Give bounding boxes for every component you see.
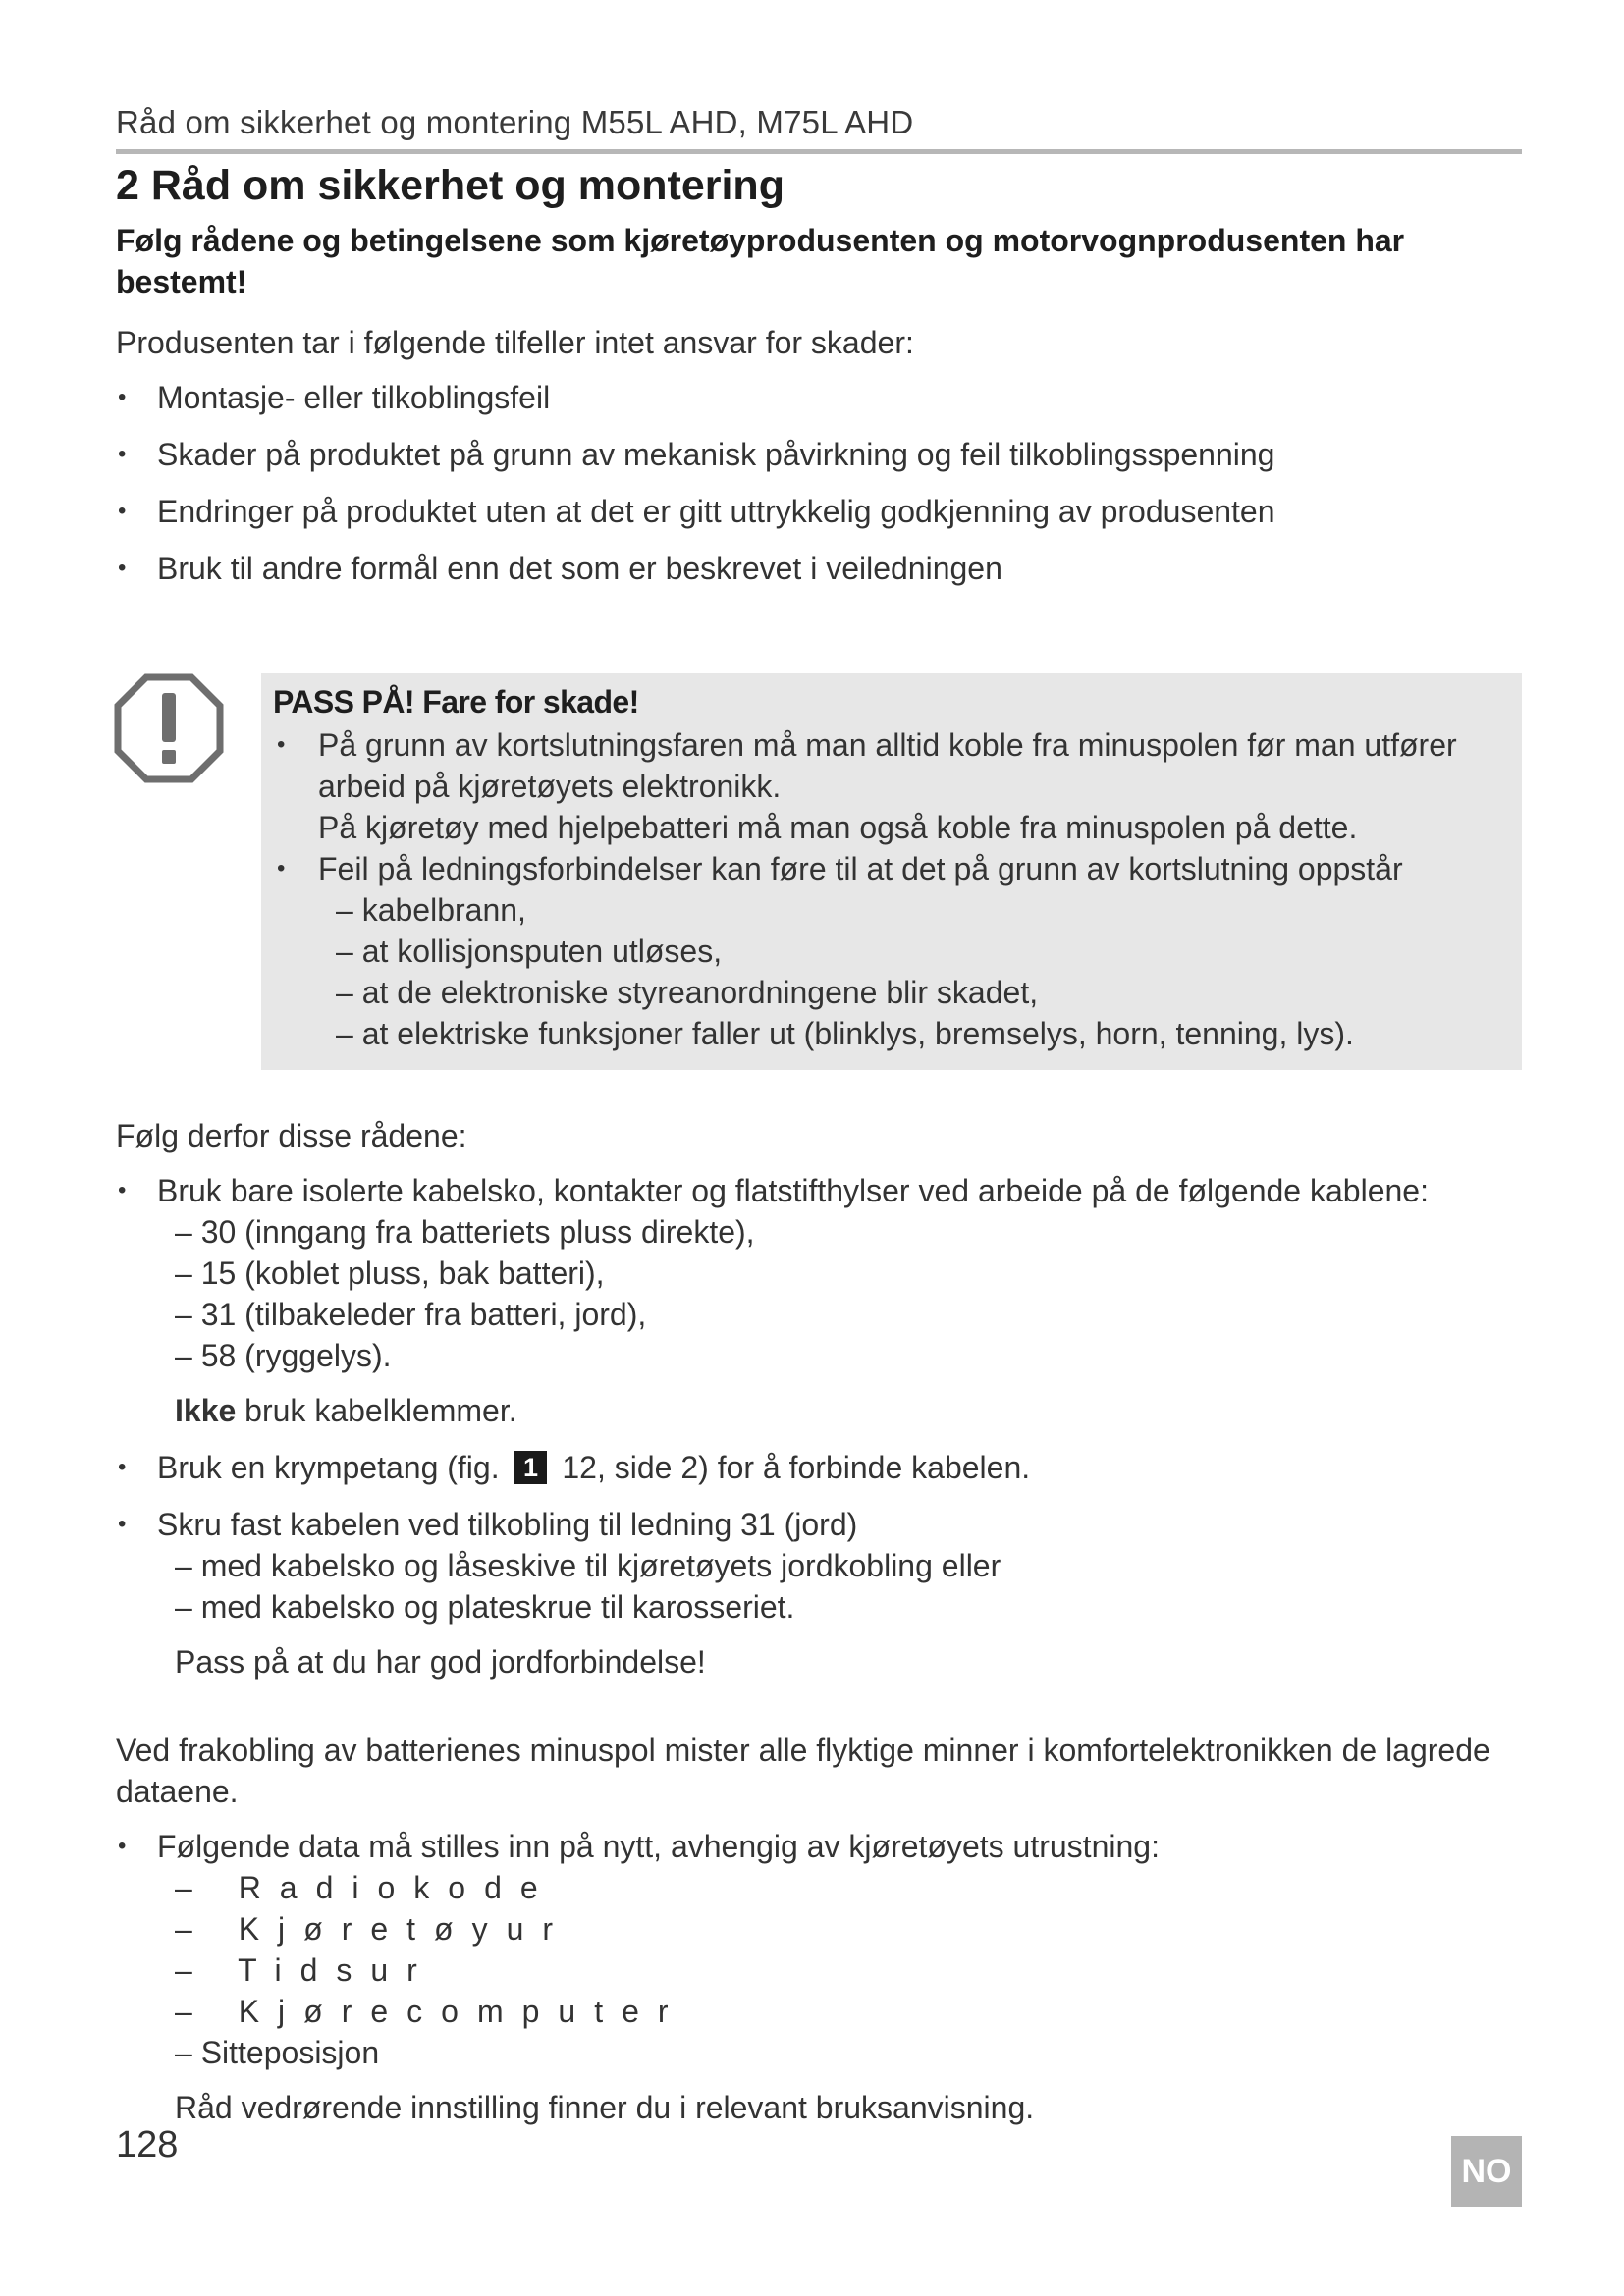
warning-subitem: – at elektriske funksjoner faller ut (blinklys, bremselys, horn, tenning, lys).: [336, 1016, 1354, 1051]
memory-subitem: – Kjøretøyur: [175, 1911, 572, 1947]
note-text: bruk kabelklemmer.: [236, 1393, 517, 1428]
advice-item-text: Skru fast kabelen ved tilkobling til ledning 31 (jord): [157, 1507, 858, 1542]
cable-subitem: – 58 (ryggelys).: [175, 1338, 392, 1373]
cable-subitem: – 31 (tilbakeleder fra batteri, jord),: [175, 1297, 647, 1332]
memory-intro: Ved frakobling av batterienes minuspol mister alle flyktige minner i komfortelektronikken de lagrede dataene.: [116, 1733, 1490, 1809]
memory-item-text: Følgende data må stilles inn på nytt, avhengig av kjøretøyets utrustning:: [157, 1829, 1160, 1864]
advice-intro: Følg derfor disse rådene:: [116, 1118, 467, 1153]
warning-subitem: – at kollisjonsputen utløses,: [336, 934, 723, 969]
advice-list: [116, 1170, 1530, 1682]
list-item: [116, 1504, 1530, 1682]
warning-item: [273, 848, 1512, 1054]
advice-note: Pass på at du har god jordforbindelse!: [175, 1644, 706, 1680]
warning-item-text: På grunn av kortslutningsfaren må man alltid koble fra minuspolen før man utfører arbeid på kjøretøyets elektronikk.: [318, 727, 1457, 804]
memory-note: Råd vedrørende innstilling finner du i relevant bruksanvisning.: [175, 2090, 1035, 2125]
list-item: • Bruk til andre formål enn det som er beskrevet i veiledningen: [116, 548, 1530, 589]
ground-subitem: – med kabelsko og plateskrue til karosseriet.: [175, 1589, 795, 1625]
memory-list: [116, 1826, 1530, 2128]
ground-subitem: – med kabelsko og låseskive til kjøretøyets jordkobling eller: [175, 1548, 1001, 1583]
header-rule: [116, 149, 1522, 154]
warning-subitem: – at de elektroniske styreanordningene blir skadet,: [336, 975, 1039, 1010]
liability-intro: Produsenten tar i følgende tilfeller intet ansvar for skader:: [116, 325, 914, 360]
warning-item-extra: På kjøretøy med hjelpebatteri må man også koble fra minuspolen på dette.: [318, 810, 1358, 845]
advice-note: [157, 1390, 1530, 1431]
memory-subitem: – Tidsur: [175, 1952, 436, 1988]
memory-subitem: – Radiokode: [175, 1870, 557, 1905]
list-item: • Montasje- eller tilkoblingsfeil: [116, 377, 1530, 418]
warning-item: [273, 724, 1512, 848]
running-header: Råd om sikkerhet og montering M55L AHD, M75L AHD: [116, 104, 914, 140]
list-item: [116, 1170, 1530, 1431]
chapter-title: 2 Råd om sikkerhet og montering: [116, 162, 785, 209]
cable-subitem: – 15 (koblet pluss, bak batteri),: [175, 1255, 605, 1291]
warning-list: [273, 724, 1512, 1054]
advice-item-text: Bruk bare isolerte kabelsko, kontakter og flatstifthylser ved arbeide på de følgende kablene:: [157, 1173, 1429, 1208]
list-item: • Skader på produktet på grunn av mekanisk påvirkning og feil tilkoblingsspenning: [116, 434, 1530, 475]
language-badge: NO: [1451, 2136, 1522, 2207]
advice-item-text: 12, side 2) for å forbinde kabelen.: [553, 1450, 1031, 1485]
warning-item-text: Feil på ledningsforbindelser kan føre til at det på grunn av kortslutning oppstår: [318, 851, 1403, 886]
chapter-subtitle: Følg rådene og betingelsene som kjøretøyprodusenten og motorvognprodusenten har bestemt!: [116, 223, 1405, 299]
exclamation-octagon-icon: [114, 673, 224, 783]
list-item: [116, 1447, 1530, 1488]
liability-list: [116, 377, 1530, 589]
figure-reference-badge: 1: [514, 1451, 547, 1484]
memory-subitem: – Sitteposisjon: [175, 2035, 380, 2070]
advice-item-text: Bruk en krympetang (fig.: [157, 1450, 509, 1485]
list-item: [116, 1826, 1530, 2128]
warning-title: PASS PÅ! Fare for skade!: [273, 684, 639, 720]
note-emphasis: Ikke: [175, 1393, 237, 1428]
page-number: 128: [116, 2124, 179, 2165]
list-item: • Endringer på produktet uten at det er gitt uttrykkelig godkjenning av produsenten: [116, 491, 1530, 532]
memory-subitem: – Kjørecomputer: [175, 1994, 687, 2029]
cable-subitem: – 30 (inngang fra batteriets pluss direkte),: [175, 1214, 755, 1250]
warning-subitem: – kabelbrann,: [336, 892, 526, 928]
